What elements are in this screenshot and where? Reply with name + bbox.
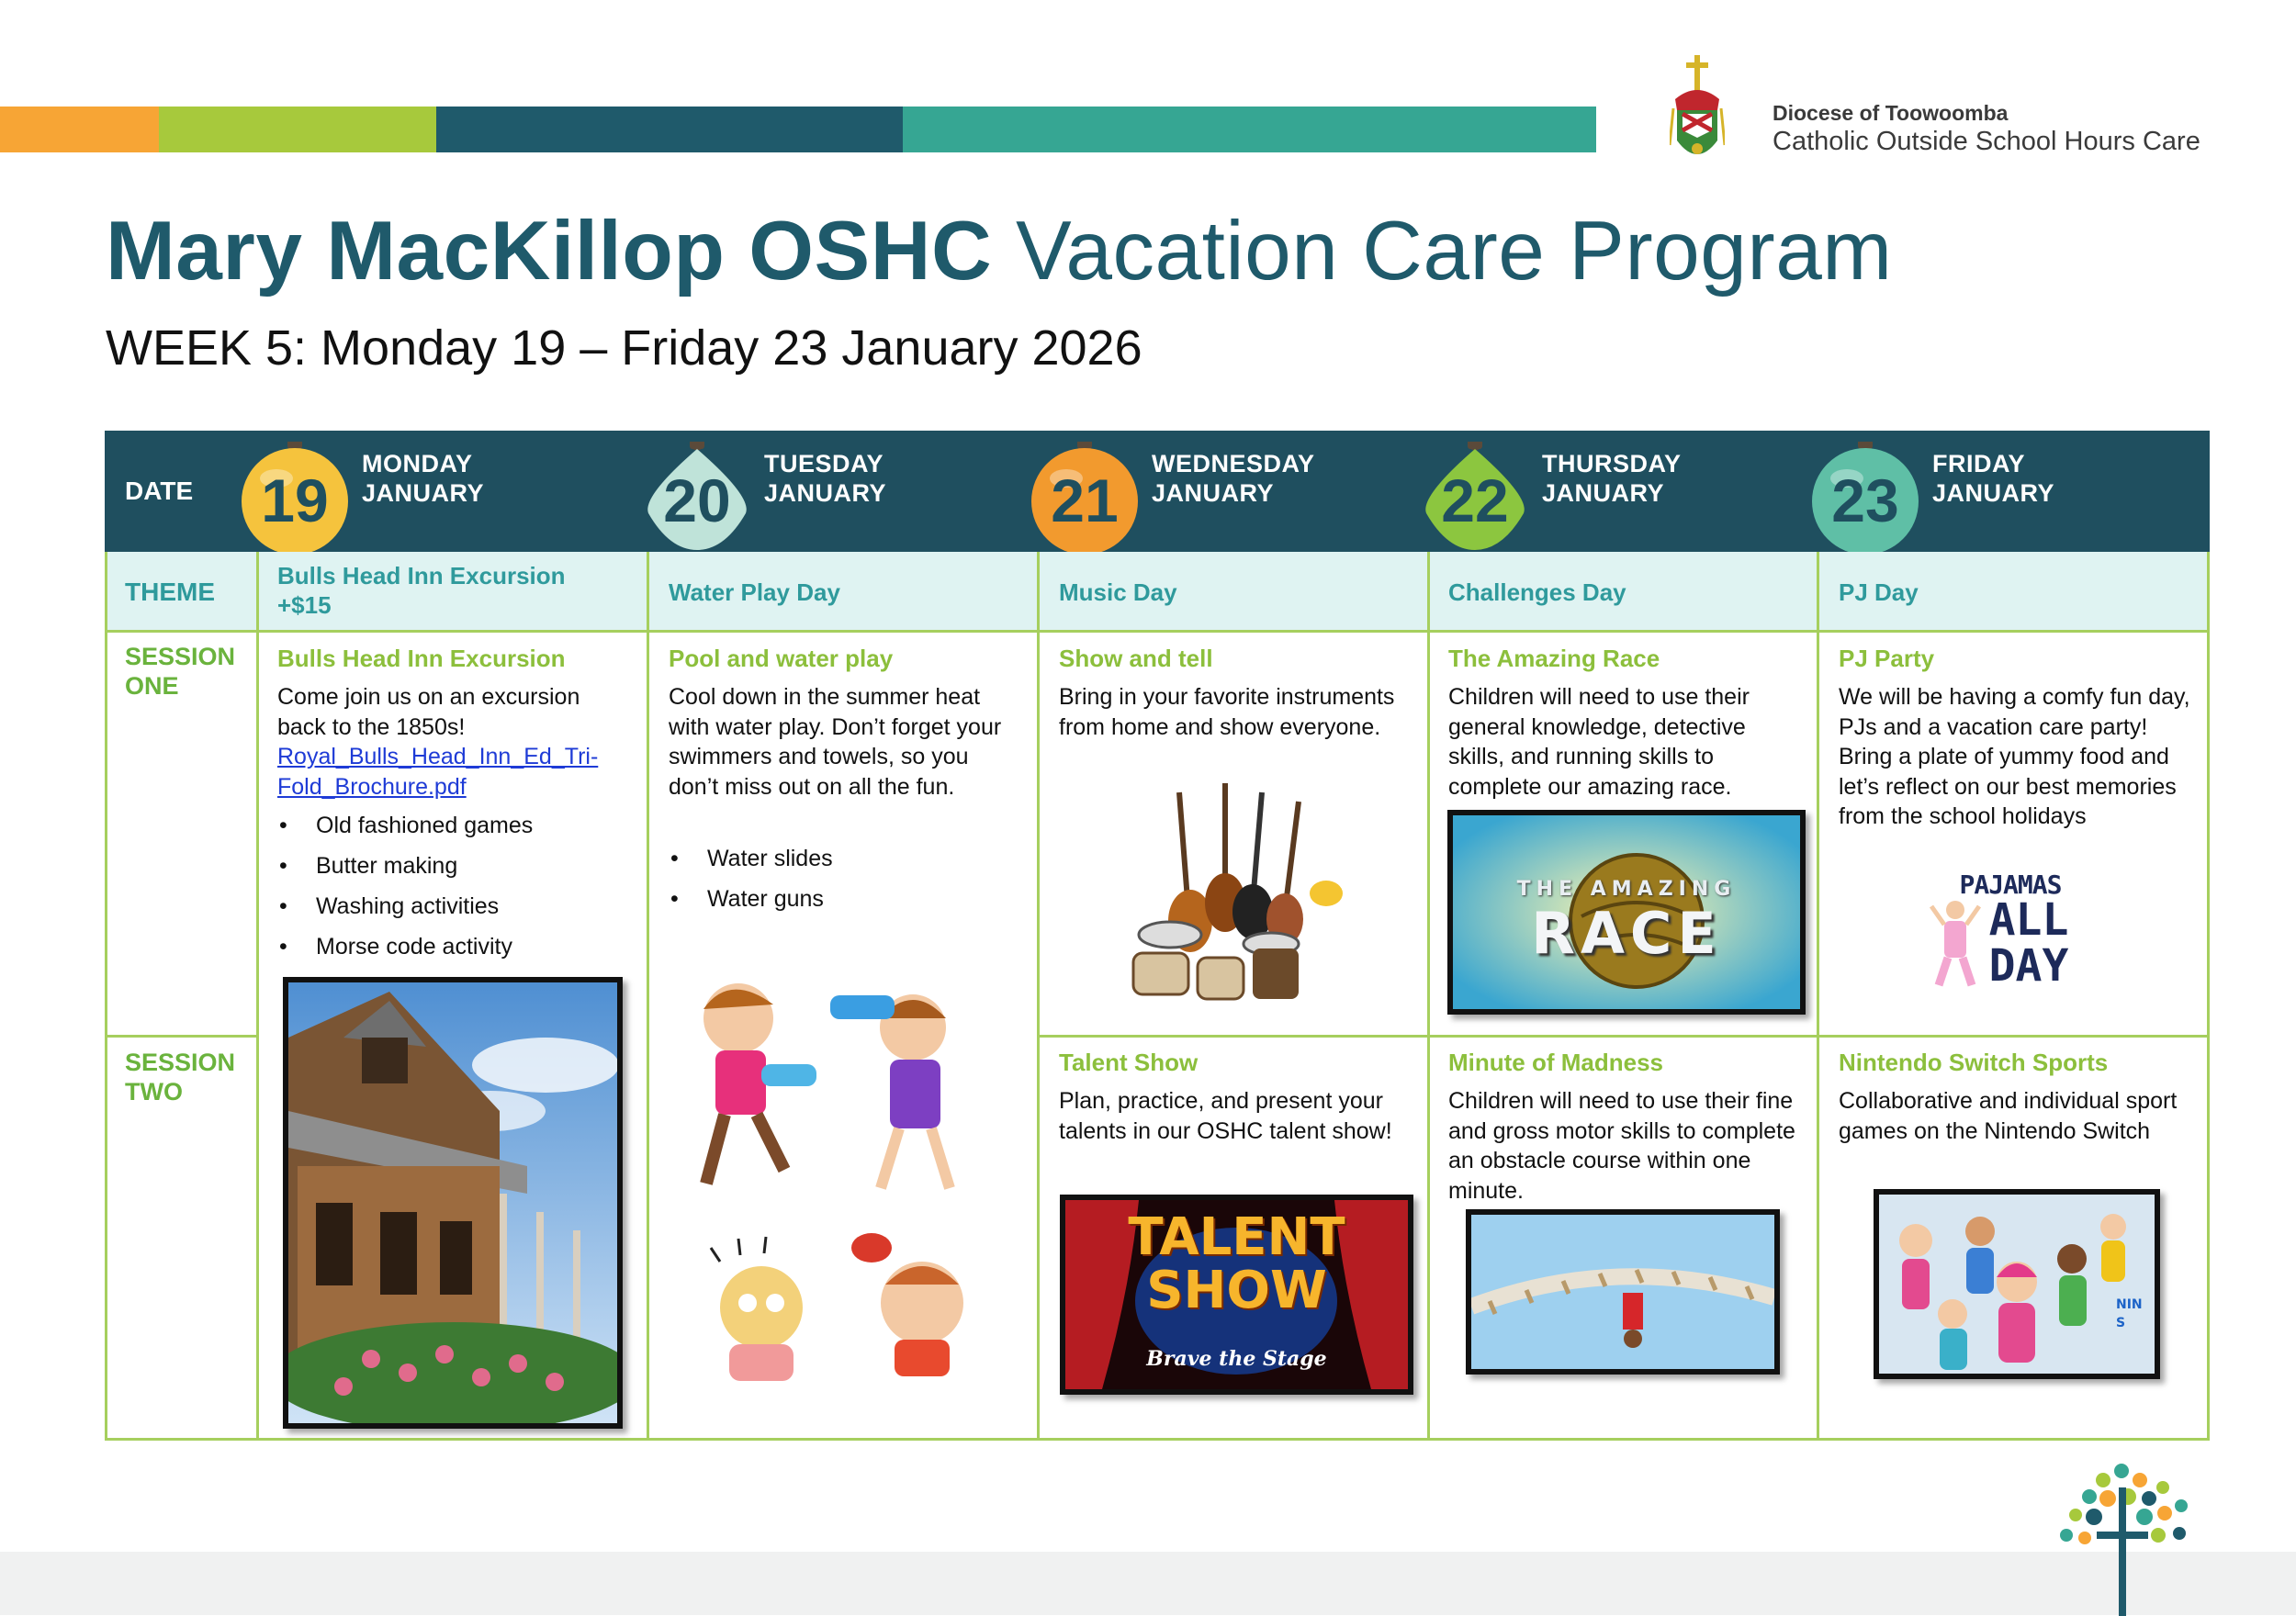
musical-instruments-image <box>1124 783 1349 1004</box>
wednesday-session-two-text: Plan, practice, and present your talents in our OSHC talent show! <box>1059 1088 1392 1144</box>
page-title <box>106 204 1893 299</box>
grid-line <box>1037 1035 2210 1038</box>
theme-friday: PJ Day <box>1839 578 1919 606</box>
grid-line <box>105 1035 257 1038</box>
friday-session-one-text: We will be having a comfy fun day, PJs and a vacation care party! Bring a plate of yummy food and let’s reflect on our best memories from the school holidays <box>1839 684 2190 829</box>
grid-line <box>105 552 107 1441</box>
list-item: • Morse code activity <box>279 926 619 967</box>
theme-tuesday: Water Play Day <box>669 578 840 606</box>
all-text: ALL <box>1988 894 2069 946</box>
list-item: • Water guns <box>670 879 1010 919</box>
month: JANUARY <box>1932 479 2055 507</box>
session-two-label <box>125 1048 235 1106</box>
water-gun-kids-illustration <box>674 945 1014 1422</box>
tree-cross-logo <box>2053 1460 2200 1616</box>
org-name-line2: Catholic Outside School Hours Care <box>1773 127 2200 156</box>
list-item: • Old fashioned games <box>279 805 619 846</box>
week-subtitle: WEEK 5: Monday 19 – Friday 23 January 2026 <box>106 320 1142 376</box>
grid-line <box>2207 552 2210 1441</box>
month: JANUARY <box>362 479 485 507</box>
amazing-race-big: RACE <box>1531 900 1722 967</box>
wednesday-session-one-text: Bring in your favorite instruments from home and show everyone. <box>1059 684 1395 740</box>
theme-line: +$15 <box>277 591 332 619</box>
label-line: TWO <box>125 1078 183 1105</box>
talent-tagline: Brave the Stage <box>1146 1347 1327 1371</box>
thursday-session-two-title: Minute of Madness <box>1448 1049 1664 1076</box>
climbing-frame-image <box>1471 1215 1774 1369</box>
thursday-session-one-text: Children will need to use their general knowledge, detective skills, and running skills to complete our amazing race. <box>1448 684 1750 800</box>
link-line[interactable]: Royal_Bulls_Head_Inn_Ed_Tri- <box>277 744 599 769</box>
session-one-label <box>125 642 235 701</box>
day-number: 21 <box>1051 466 1119 534</box>
building-image <box>288 982 617 1423</box>
weekday: MONDAY <box>362 450 473 477</box>
weekday: TUESDAY <box>764 450 884 477</box>
description: Come join us on an excursion back to the 1850s! <box>277 684 580 740</box>
label-line: ONE <box>125 672 179 700</box>
day-name <box>362 449 484 508</box>
date-label: DATE <box>125 477 194 505</box>
brochure-link[interactable] <box>277 744 598 800</box>
talent-title <box>1065 1207 1408 1320</box>
nintendo-logo-text: NIN S <box>2116 1297 2143 1330</box>
month: JANUARY <box>1152 479 1275 507</box>
day-name <box>1152 449 1315 508</box>
friday-session-one-title: PJ Party <box>1839 645 1935 672</box>
label-line: SESSION <box>125 1049 236 1076</box>
bulls-head-inn-photo <box>283 977 623 1429</box>
theme-thursday: Challenges Day <box>1448 578 1626 606</box>
title-regular: Vacation Care Program <box>1015 205 1893 297</box>
thursday-session-two-text: Children will need to use their fine and gross motor skills to complete an obstacle course within one minute. <box>1448 1088 1795 1204</box>
grid-line <box>1817 552 1819 1441</box>
talent-show-image <box>1060 1195 1413 1395</box>
day-number: 22 <box>1441 466 1509 534</box>
title-bold: Mary MacKillop OSHC <box>106 205 993 297</box>
show-word: SHOW <box>1146 1261 1327 1320</box>
sports-characters-image <box>1879 1195 2155 1374</box>
wednesday-session-two-title: Talent Show <box>1059 1049 1199 1076</box>
talent-word: TALENT <box>1128 1207 1345 1267</box>
wednesday-session-one-title: Show and tell <box>1059 645 1213 672</box>
thursday-session-one-title: The Amazing Race <box>1448 645 1660 672</box>
weekday: WEDNESDAY <box>1152 450 1315 477</box>
grid-line <box>1037 552 1040 1441</box>
stripe-navy <box>436 107 903 152</box>
day-number: 20 <box>663 466 731 534</box>
list-item: • Butter making <box>279 846 619 886</box>
grid-line <box>105 630 2210 633</box>
month: JANUARY <box>764 479 887 507</box>
nintendo-switch-sports-image <box>1874 1189 2160 1379</box>
stripe-green <box>159 107 436 152</box>
day-name <box>764 449 886 508</box>
link-line[interactable]: Fold_Brochure.pdf <box>277 773 467 800</box>
theme-line: Bulls Head Inn Excursion <box>277 562 566 589</box>
tuesday-session-text: Cool down in the summer heat with water play. Don’t forget your swimmers and towels, so you don’t miss out on all the fun. <box>669 684 1002 800</box>
stripe-teal <box>903 107 1596 152</box>
list-item: • Washing activities <box>279 886 619 926</box>
pajamas-text: PAJAMAS <box>1959 870 2062 900</box>
monday-session-title: Bulls Head Inn Excursion <box>277 645 566 672</box>
pajamas-all-day-graphic <box>1928 870 2084 1007</box>
day-number: 23 <box>1831 466 1899 534</box>
org-name-line1: Diocese of Toowoomba <box>1773 101 2009 125</box>
program-table <box>105 431 2210 1441</box>
tuesday-activity-list <box>670 838 1010 919</box>
weekday: THURSDAY <box>1542 450 1682 477</box>
day-number: 19 <box>261 466 329 534</box>
monday-activity-list <box>279 805 619 967</box>
stripe-orange <box>0 107 159 152</box>
theme-wednesday: Music Day <box>1059 578 1177 606</box>
tuesday-session-title: Pool and water play <box>669 645 894 672</box>
friday-session-two-text: Collaborative and individual sport games on the Nintendo Switch <box>1839 1088 2178 1144</box>
grid-line <box>256 552 259 1441</box>
obstacle-course-photo <box>1466 1209 1780 1375</box>
grid-line <box>647 552 649 1441</box>
list-item: • Water slides <box>670 838 1010 879</box>
grid-line <box>1427 552 1430 1441</box>
footer-band <box>0 1552 2296 1615</box>
day-text: DAY <box>1988 940 2069 992</box>
label-line: SESSION <box>125 643 236 670</box>
day-name <box>1932 449 2054 508</box>
grid-line <box>105 1438 2210 1441</box>
amazing-race-image <box>1447 810 1806 1015</box>
friday-session-two-title: Nintendo Switch Sports <box>1839 1049 2109 1076</box>
diocese-crest-logo <box>1670 53 1725 182</box>
weekday: FRIDAY <box>1932 450 2026 477</box>
day-name <box>1542 449 1682 508</box>
monday-session-text <box>277 682 626 802</box>
month: JANUARY <box>1542 479 1665 507</box>
theme-label: THEME <box>125 578 215 606</box>
amazing-race-small: THE AMAZING <box>1516 878 1737 901</box>
theme-monday <box>277 561 566 620</box>
